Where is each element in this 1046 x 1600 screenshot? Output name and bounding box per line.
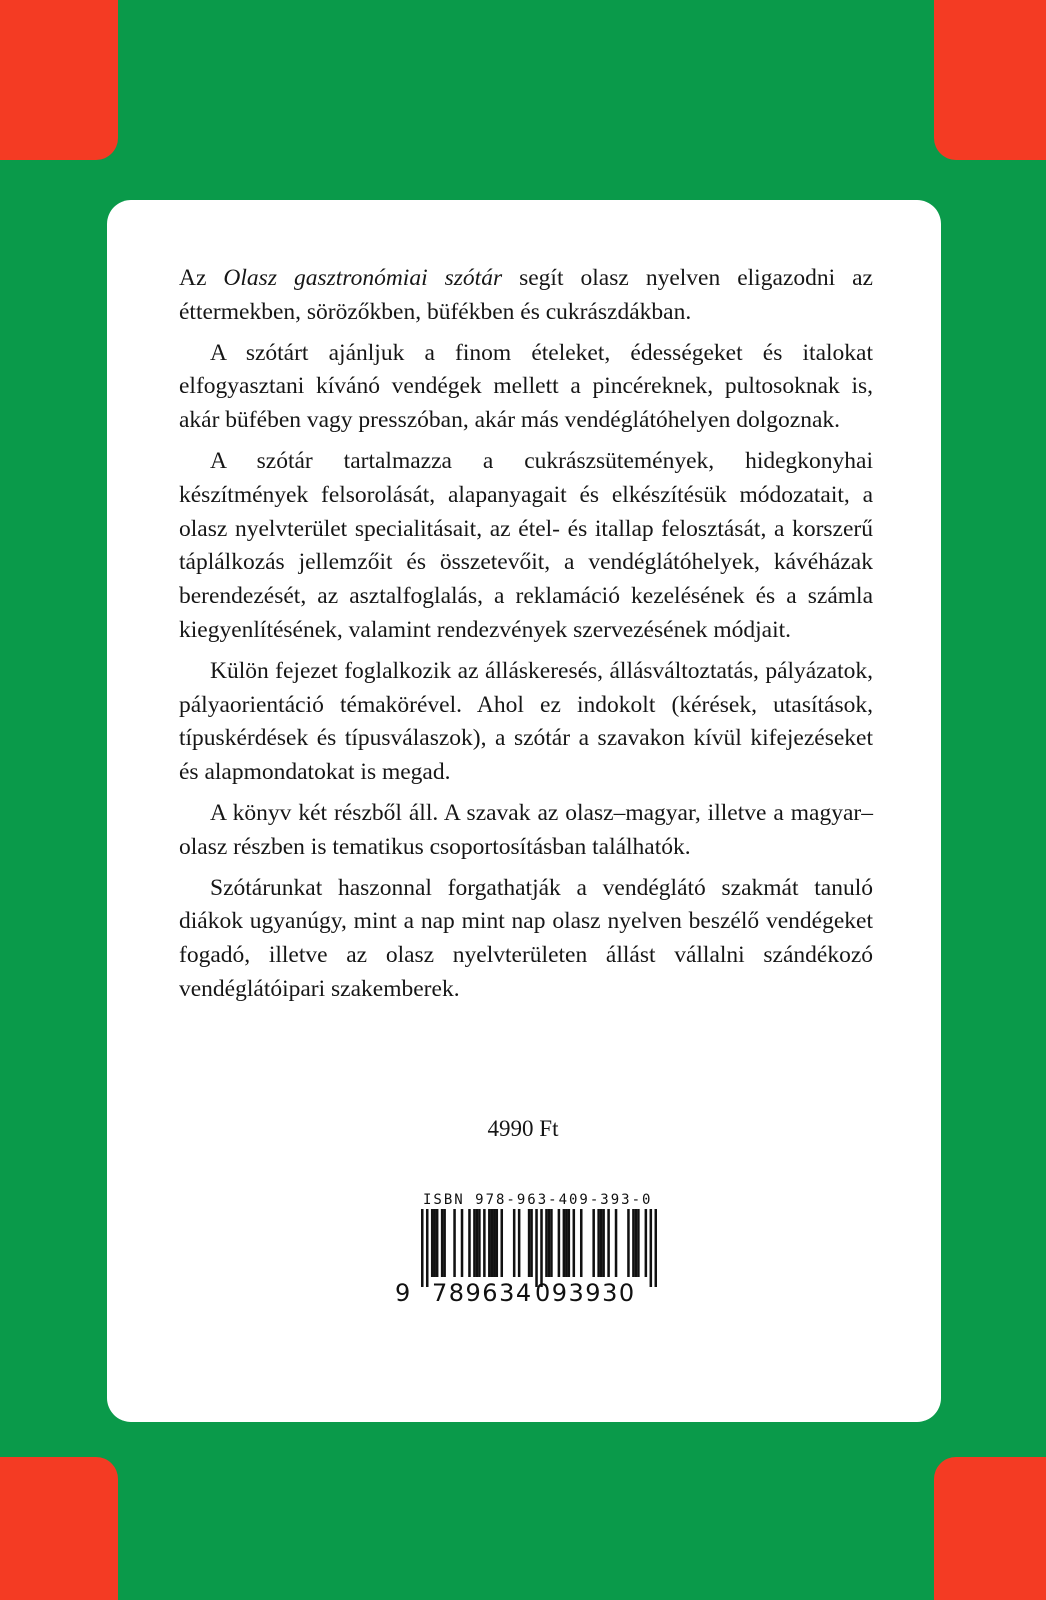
barcode-bar (615, 1209, 618, 1277)
barcode-image (421, 1209, 657, 1287)
barcode-bar (441, 1209, 444, 1277)
barcode-bar (597, 1209, 600, 1277)
barcode-bar (635, 1209, 638, 1277)
barcode-bar (573, 1209, 576, 1277)
barcode-bar (431, 1209, 434, 1277)
ean-left-group: 789634 (432, 1279, 533, 1307)
barcode-bar (645, 1209, 648, 1277)
barcode-bar (627, 1209, 630, 1277)
barcode-bar (540, 1209, 543, 1287)
barcode-bar (535, 1209, 538, 1287)
intro-suffix: segít olasz nyelven eligazodni az éttermekben, sörözőkben, büfékben és cukrászdákban. (179, 265, 873, 325)
barcode-bar (545, 1209, 548, 1277)
barcode-bar (468, 1209, 471, 1277)
corner-decoration-bottom-right (934, 1457, 1046, 1600)
barcode-bar (500, 1209, 503, 1277)
barcode-bar (655, 1209, 657, 1287)
barcode-bar (592, 1209, 595, 1277)
barcode-bar (488, 1209, 491, 1277)
barcode-bar (637, 1209, 640, 1277)
isbn-barcode-block (395, 1192, 655, 1317)
barcode-bar (548, 1209, 551, 1277)
barcode-bar (513, 1209, 516, 1277)
description-paragraph: Külön fejezet foglalkozik az álláskeresés, állásváltoztatás, pályázatok, pályaorientáció témakörével. Ahol ez indokolt (kérések, utasítások, típuskérdések és típusválaszok), a szótár a szavakon kívül kifejezéseket és alapmondatokat is megad. (179, 657, 873, 786)
barcode-bar (558, 1209, 561, 1277)
corner-decoration-bottom-left (0, 1457, 118, 1600)
description-paragraph: A szótár tartalmazza a cukrászsütemények, hidegkonyhai készítmények felsorolását, alapanyagait és elkészítésük módozatait, a olasz nyelvterület specialitásait, az étel- és itallap felosztását, a korszerű táplálkozás jellemzőit és összetevőit, a vendéglátóhelyek, kávéházak berendezését, az asztalfoglalás, a reklamáció kezelésének és a számla kiegyenlítésének, valamint rendezvények szervezésének módjait. (179, 447, 873, 643)
barcode-bar (530, 1209, 533, 1277)
barcode-bar (580, 1209, 583, 1277)
ean-first-digit: 9 (395, 1279, 411, 1307)
barcode-bar (436, 1209, 439, 1277)
barcode-bar (433, 1209, 436, 1277)
barcode-bar (461, 1209, 464, 1277)
barcode-bar (600, 1209, 603, 1277)
barcode-bar (528, 1209, 531, 1277)
isbn-label: ISBN 978-963-409-393-0 (423, 1192, 653, 1208)
barcode-bar (650, 1209, 653, 1287)
barcode-bar (426, 1209, 429, 1287)
description-paragraph: A szótárt ajánljuk a finom ételeket, édességeket és italokat elfogyasztani kívánó vendégek mellett a pincéreknek, pultosoknak is, akár büfében vagy presszóban, akár más vendéglátóhelyen dolgoznak. (179, 339, 873, 434)
back-cover-panel (107, 200, 941, 1422)
barcode-bar (518, 1209, 521, 1277)
book-title-italic: Olasz gasztronómiai szótár (223, 265, 503, 291)
intro-prefix: Az (179, 265, 224, 291)
book-description (179, 262, 873, 1014)
corner-decoration-top-left (0, 0, 118, 160)
barcode-bar (453, 1209, 456, 1277)
description-paragraph: A könyv két részből áll. A szavak az olasz–magyar, illetve a magyar–olasz részben is tematikus csoportosításban találhatók. (179, 799, 873, 860)
barcode-bar (493, 1209, 496, 1277)
barcode-bar (602, 1209, 605, 1277)
barcode-bar (563, 1209, 566, 1277)
barcode-bar (473, 1209, 476, 1277)
ean-digits (395, 1279, 655, 1317)
barcode-bar (550, 1209, 553, 1277)
barcode-bar (443, 1209, 446, 1277)
corner-decoration-top-right (934, 0, 1046, 160)
barcode-bar (565, 1209, 568, 1277)
description-paragraph: Szótárunkat haszonnal forgathatják a vendéglátó szakmát tanuló diákok ugyanúgy, mint a nap mint nap olasz nyelven beszélő vendégeket fogadó, illetve az olasz nyelvterületen állást vállalni szándékozó vendéglátóipari szakemberek. (179, 874, 873, 1002)
barcode-bar (476, 1209, 479, 1277)
barcode-bar (421, 1209, 424, 1287)
ean-right-group: 093930 (535, 1279, 636, 1307)
barcode-bar (483, 1209, 486, 1277)
barcode-bar (568, 1209, 571, 1277)
price-label: 4990 Ft (487, 1116, 559, 1141)
barcode-bar (632, 1209, 635, 1277)
barcode-bar (607, 1209, 610, 1277)
barcode-bar (491, 1209, 494, 1277)
barcode-bar (496, 1209, 499, 1277)
barcode-bar (478, 1209, 481, 1277)
description-paragraph (179, 262, 873, 330)
